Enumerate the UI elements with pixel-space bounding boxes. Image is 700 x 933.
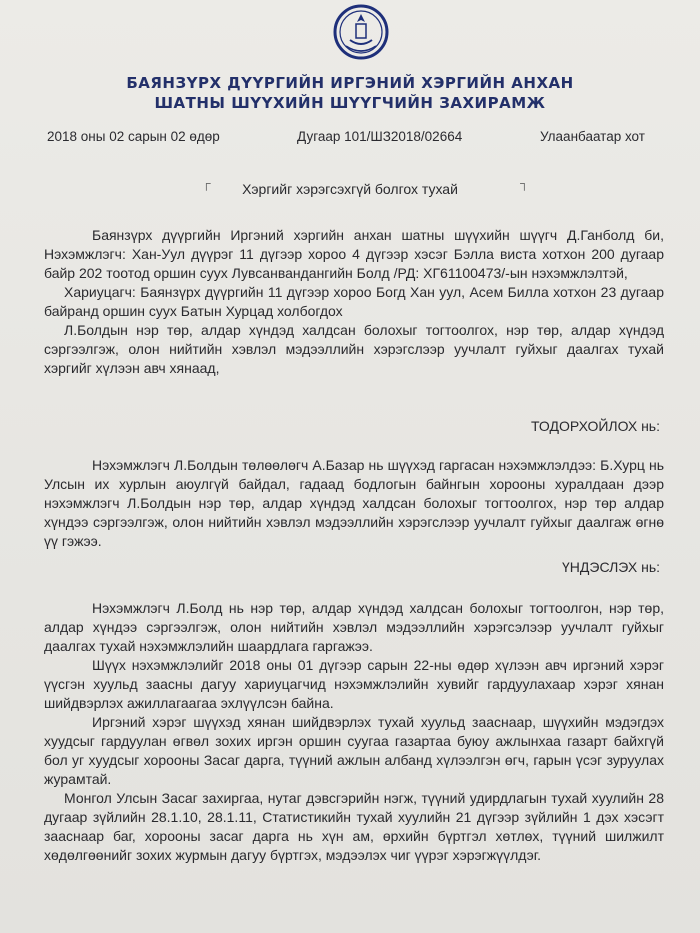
document-number: Дугаар 101/ШЗ2018/02664 [297, 129, 463, 144]
court-name-line1: БАЯНЗҮРХ ДҮҮРГИЙН ИРГЭНИЙ ХЭРГИЙН АНХАН [126, 74, 574, 92]
intro-paragraph: Л.Болдын нэр төр, алдар хүндэд халдсан болохыг тогтоолгох, нэр төр, алдар хүндэд сэргээлгэж, олон нийтийн хэвлэл мэдээллийн хэрэгслээр уучлалт гуйхыг даалгах тухай хэргийг хүлээн авч хянаад, [44, 322, 664, 376]
description-block [44, 456, 664, 551]
grounds-paragraph: Нэхэмжлэгч Л.Болд нь нэр төр, алдар хүндэд халдсан болохыг тогтоолгон, нэр төр, алдар хүндээ сэргээлгэж, олон нийтийн хэвлэл мэдээллийн хэрэгсэлээр уучлалт гуйхыг даалгах тухай нэхэмжлэлийн шаардлага гаргажээ. [44, 600, 664, 654]
section-title-grounds: ҮНДЭСЛЭХ нь: [562, 559, 660, 575]
document-date: 2018 оны 02 сарын 02 өдөр [47, 129, 220, 144]
corner-mark-right: ┐ [520, 176, 529, 190]
document-city: Улаанбаатар хот [540, 129, 645, 144]
intro-block [44, 226, 664, 378]
intro-paragraph: Хариуцагч: Баянзүрх дүүргийн 11 дүгээр хороо Богд Хан уул, Асем Билла хотхон 23 дугаар байранд оршин суух Батын Хурцад холбогдох [44, 284, 664, 319]
state-emblem-icon [332, 2, 390, 62]
document-subject: Хэргийг хэрэгсэхгүй болгох тухай [242, 181, 458, 197]
grounds-paragraph: Шүүх нэхэмжлэлийг 2018 оны 01 дүгээр сарын 22-ны өдөр хүлээн авч иргэний хэрэг үүсгэн хуульд заасны дагуу хариуцагчид нэхэмжлэлийн хувийг гардуулахаар хэрэг хянан шийдвэрлэх ажиллагаагаа эхлүүлсэн байна. [44, 657, 664, 711]
grounds-paragraph: Иргэний хэрэг шүүхэд хянан шийдвэрлэх тухай хуульд зааснаар, шүүхийн мэдэгдэх хуудсыг гардуулан өгвөл зохих иргэн оршин суугаа газартаа буюу ажлынхаа газарт байхгүй бол уг хуудсыг хорооны Засаг дарга, түүний ажлын албанд хүлээлгэн өгч, гарын үсэг зуруулах журамтай. [44, 714, 664, 787]
grounds-block [44, 599, 664, 865]
intro-paragraph: Баянзүрх дүүргийн Иргэний хэргийн анхан шатны шүүхийн шүүгч Д.Ганболд би, Нэхэмжлэгч: Хан-Уул дүүрэг 11 дүгээр хороо 4 дүгээр хэсэг Бэлла виста хотхон 200 дугаар байр 202 тоотод оршин суух Лувсанвандангийн Болд /РД: ХГ61100473/-ын нэхэмжлэлтэй, [44, 227, 664, 281]
corner-mark-left: ┌ [202, 176, 211, 190]
court-name-line2: ШАТНЫ ШҮҮХИЙН ШҮҮГЧИЙН ЗАХИРАМЖ [154, 94, 546, 112]
grounds-paragraph: Монгол Улсын Засаг захиргаа, нутаг дэвсгэрийн нэгж, түүний удирдлагын тухай хуулийн 28 дугаар зүйлийн 28.1.10, 28.1.11, Статистикийн тухай хуулийн 21 дүгээр зүйлийн 1 дэх хэсэгт зааснаар баг, хорооны засаг дарга нь хүн ам, өрхийн бүртгэл хөтлөх, түүний шилжилт хөдөлгөөнийг зохих журмын дагуу бүртгэх, мэдээлэх чиг үүрэг хэрэгжүүлдэг. [44, 790, 664, 863]
description-paragraph: Нэхэмжлэгч Л.Болдын төлөөлөгч А.Базар нь шүүхэд гаргасан нэхэмжлэлдээ: Б.Хурц нь Улсын их хурлын аюулгүй байдал, гадаад бодлогын байнгын хорооны хуралдаан дээр нэхэмжлэгч Л.Болдын нэр төр, алдар хүндэд халдсан болохыг тогтоолгох, нэр төр алдар хүндээ сэргээлгэж, олон нийтийн хэвлэл мэдээллийн хэрэгслээр уучлалт гуйхыг даалгаж өгнө үү гэжээ. [44, 457, 664, 549]
section-title-description: ТОДОРХОЙЛОХ нь: [530, 418, 660, 434]
